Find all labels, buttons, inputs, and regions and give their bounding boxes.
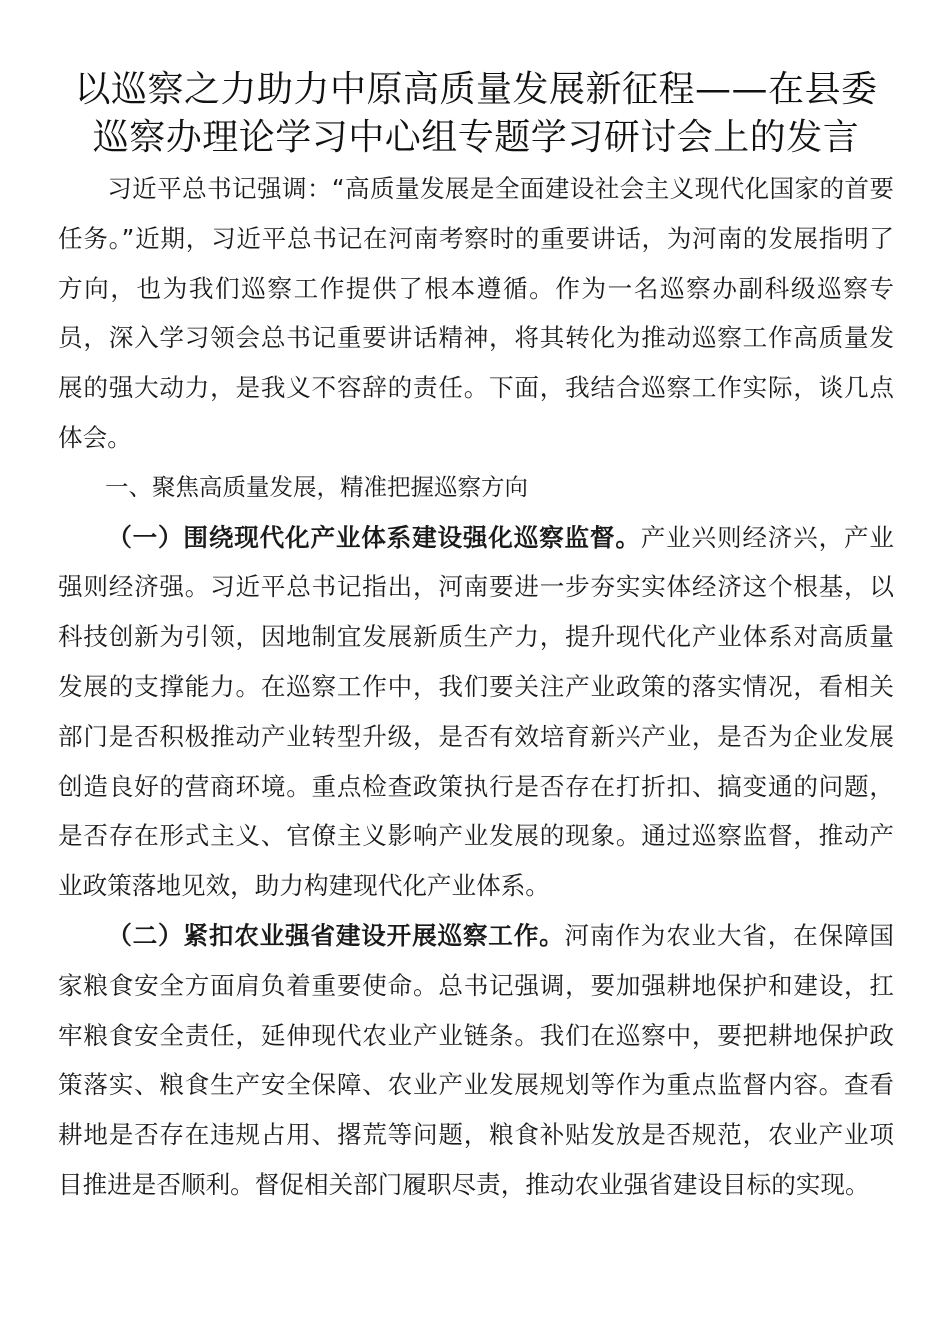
subsection-lead-1: （一）围绕现代化产业体系建设强化巡察监督。 <box>107 522 641 552</box>
section-heading-1: 一、聚焦高质量发展，精准把握巡察方向 <box>105 472 528 501</box>
intro-paragraph: 习近平总书记强调：“高质量发展是全面建设社会主义现代化国家的首要任务。”近期，习近平总书记在河南考察时的重要讲话，为河南的发展指明了方向，也为我们巡察工作提供了根本遵循。作为一名巡察办副科级巡察专员，深入学习领会总书记重要讲话精神，将其转化为推动巡察工作高质量发展的强大动力，是我义不容辞的责任。下面，我结合巡察工作实际，谈几点体会。 <box>58 174 894 452</box>
subsection-body-1: 产业兴则经济兴，产业强则经济强。习近平总书记指出，河南要进一步夯实实体经济这个根基，以科技创新为引领，因地制宜发展新质生产力，提升现代化产业体系对高质量发展的支撑能力。在巡察工作中，我们要关注产业政策的落实情况，看相关部门是否积极推动产业转型升级，是否有效培育新兴产业，是否为企业发展创造良好的营商环境。重点检查政策执行是否存在打折扣、搞变通的问题，是否存在形式主义、官僚主义影响产业发展的现象。通过巡察监督，推动产业政策落地见效，助力构建现代化产业体系。 <box>58 522 894 901</box>
subsection-lead-2: （二）紧扣农业强省建设开展巡察工作。 <box>107 920 565 950</box>
subsection-body-2: 河南作为农业大省，在保障国家粮食安全方面肩负着重要使命。总书记强调，要加强耕地保护和建设，扛牢粮食安全责任，延伸现代农业产业链条。我们在巡察中，要把耕地保护政策落实、粮食生产安全保障、农业产业发展规划等作为重点监督内容。查看耕地是否存在违规占用、撂荒等问题，粮食补贴发放是否规范，农业产业项目推进是否顺利。督促相关部门履职尽责，推动农业强省建设目标的实现。 <box>58 920 894 1199</box>
subsection-paragraph-2 <box>58 911 894 1210</box>
document-page <box>58 66 894 1210</box>
document-title: 以巡察之力助力中原高质量发展新征程——在县委巡察办理论学习中心组专题学习研讨会上的发言 <box>74 69 878 158</box>
subsection-paragraph-1 <box>58 513 894 911</box>
